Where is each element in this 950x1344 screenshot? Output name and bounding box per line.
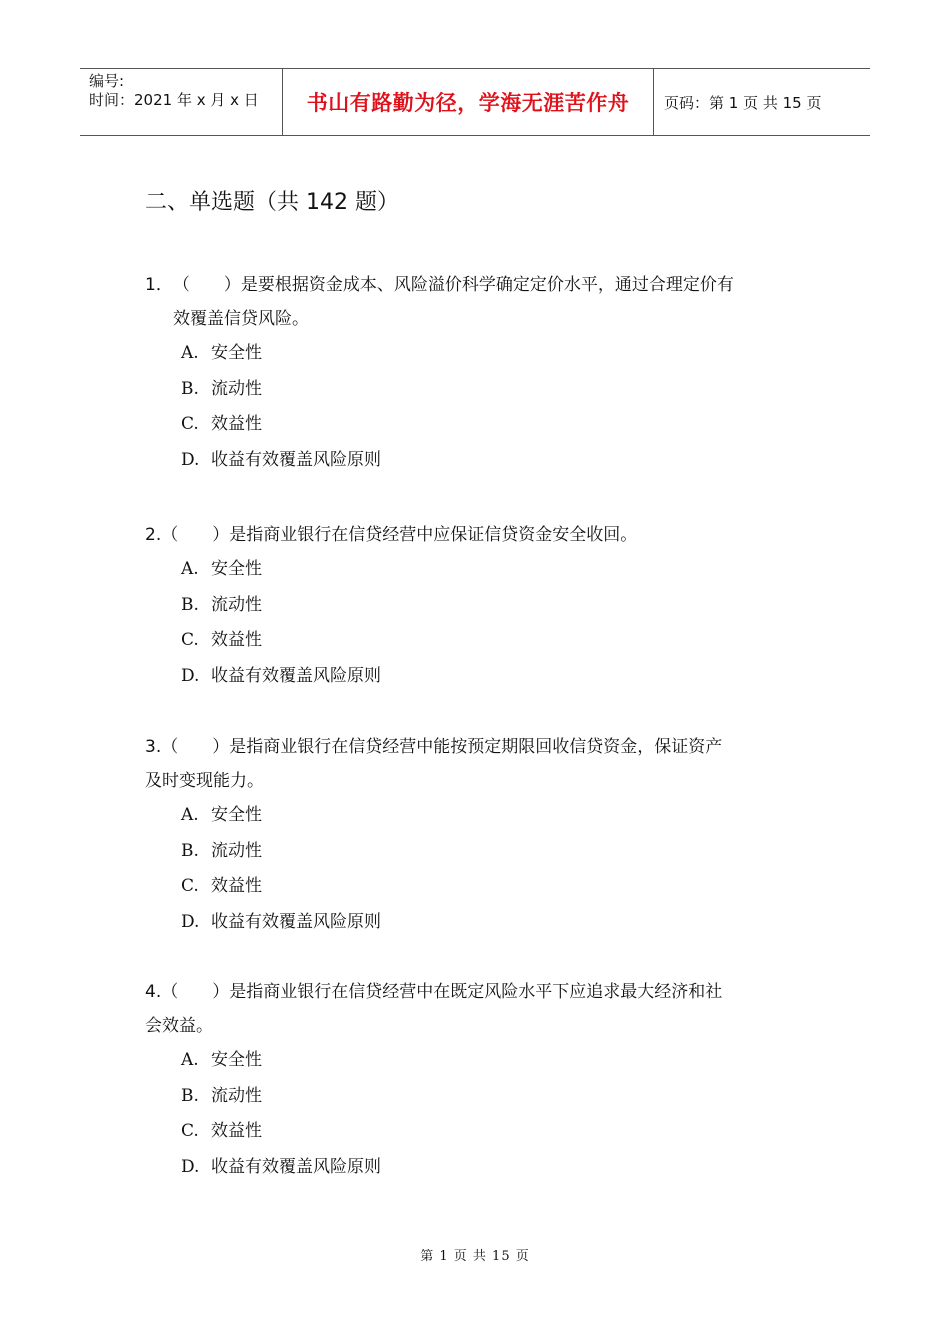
option-d[interactable] bbox=[181, 1150, 825, 1186]
option-c[interactable] bbox=[181, 1114, 825, 1150]
option-letter: D. bbox=[181, 1157, 200, 1178]
option-list bbox=[145, 336, 825, 479]
option-text: 收益有效覆盖风险原则 bbox=[211, 1157, 381, 1178]
option-text: 效益性 bbox=[211, 630, 262, 651]
option-text: 效益性 bbox=[211, 414, 262, 435]
option-d[interactable] bbox=[181, 905, 825, 941]
header-motto: 书山有路勤为径，学海无涯苦作舟 bbox=[282, 69, 654, 135]
header-page-info: 页码：第 1 页 共 15 页 bbox=[664, 93, 822, 112]
question-number: 4. bbox=[145, 982, 162, 1002]
question-stem bbox=[145, 975, 825, 1043]
option-letter: D. bbox=[181, 666, 200, 687]
question-text-line1: （ ）是指商业银行在信贷经营中在既定风险水平下应追求最大经济和社 bbox=[161, 982, 723, 1002]
option-letter: B. bbox=[181, 594, 199, 615]
option-list bbox=[145, 552, 825, 695]
option-text: 安全性 bbox=[211, 1050, 262, 1070]
question-text-line2: 及时变现能力。 bbox=[145, 771, 264, 791]
option-text: 收益有效覆盖风险原则 bbox=[211, 666, 381, 687]
option-b[interactable] bbox=[181, 588, 825, 624]
header-meta bbox=[80, 69, 282, 135]
section-title: 二、单选题（共 142 题） bbox=[145, 190, 399, 215]
question-number: 3. bbox=[145, 737, 162, 757]
option-a[interactable] bbox=[181, 336, 825, 372]
option-letter: A. bbox=[181, 343, 199, 363]
option-text: 流动性 bbox=[211, 1085, 262, 1106]
question-stem bbox=[145, 518, 825, 552]
option-letter: C. bbox=[181, 876, 199, 897]
option-a[interactable] bbox=[181, 552, 825, 588]
question-text-line2: 效覆盖信贷风险。 bbox=[173, 309, 309, 329]
option-c[interactable] bbox=[181, 869, 825, 905]
option-d[interactable] bbox=[181, 443, 825, 479]
date-label: 时间：2021 年 x 月 x 日 bbox=[89, 91, 259, 109]
question-text-line1: （ ）是指商业银行在信贷经营中应保证信贷资金安全收回。 bbox=[161, 525, 638, 545]
question-text-line1: （ ）是指商业银行在信贷经营中能按预定期限回收信贷资金，保证资产 bbox=[161, 737, 723, 757]
option-letter: A. bbox=[181, 559, 199, 579]
option-list bbox=[145, 1043, 825, 1186]
question-number: 2. bbox=[145, 525, 162, 545]
option-letter: D. bbox=[181, 912, 200, 933]
option-text: 收益有效覆盖风险原则 bbox=[211, 912, 381, 933]
option-a[interactable] bbox=[181, 1043, 825, 1079]
question-text-line2: 会效益。 bbox=[145, 1016, 213, 1036]
question-2 bbox=[145, 518, 825, 695]
option-b[interactable] bbox=[181, 1079, 825, 1115]
page-header bbox=[80, 68, 870, 136]
option-letter: C. bbox=[181, 414, 199, 435]
option-text: 安全性 bbox=[211, 343, 262, 363]
option-b[interactable] bbox=[181, 834, 825, 870]
option-letter: A. bbox=[181, 805, 199, 825]
option-text: 效益性 bbox=[211, 1121, 262, 1142]
question-4 bbox=[145, 975, 825, 1186]
option-a[interactable] bbox=[181, 798, 825, 834]
option-text: 效益性 bbox=[211, 876, 262, 897]
serial-label: 编号: bbox=[89, 72, 125, 90]
option-c[interactable] bbox=[181, 407, 825, 443]
option-letter: C. bbox=[181, 630, 199, 651]
option-letter: B. bbox=[181, 378, 199, 399]
option-text: 安全性 bbox=[211, 559, 262, 579]
option-text: 收益有效覆盖风险原则 bbox=[211, 450, 381, 471]
question-3 bbox=[145, 730, 825, 941]
option-letter: A. bbox=[181, 1050, 199, 1070]
option-b[interactable] bbox=[181, 372, 825, 408]
option-letter: B. bbox=[181, 840, 199, 861]
option-d[interactable] bbox=[181, 659, 825, 695]
question-stem bbox=[145, 268, 825, 336]
option-letter: D. bbox=[181, 450, 200, 471]
option-text: 流动性 bbox=[211, 594, 262, 615]
question-stem bbox=[145, 730, 825, 798]
page-footer: 第 1 页 共 15 页 bbox=[420, 1249, 530, 1264]
option-text: 安全性 bbox=[211, 805, 262, 825]
option-list bbox=[145, 798, 825, 941]
option-text: 流动性 bbox=[211, 378, 262, 399]
option-letter: C. bbox=[181, 1121, 199, 1142]
question-number: 1． bbox=[145, 275, 173, 295]
option-letter: B. bbox=[181, 1085, 199, 1106]
question-1 bbox=[145, 268, 825, 479]
option-c[interactable] bbox=[181, 623, 825, 659]
option-text: 流动性 bbox=[211, 840, 262, 861]
question-text-line1: （ ）是要根据资金成本、风险溢价科学确定定价水平，通过合理定价有 bbox=[172, 275, 734, 295]
